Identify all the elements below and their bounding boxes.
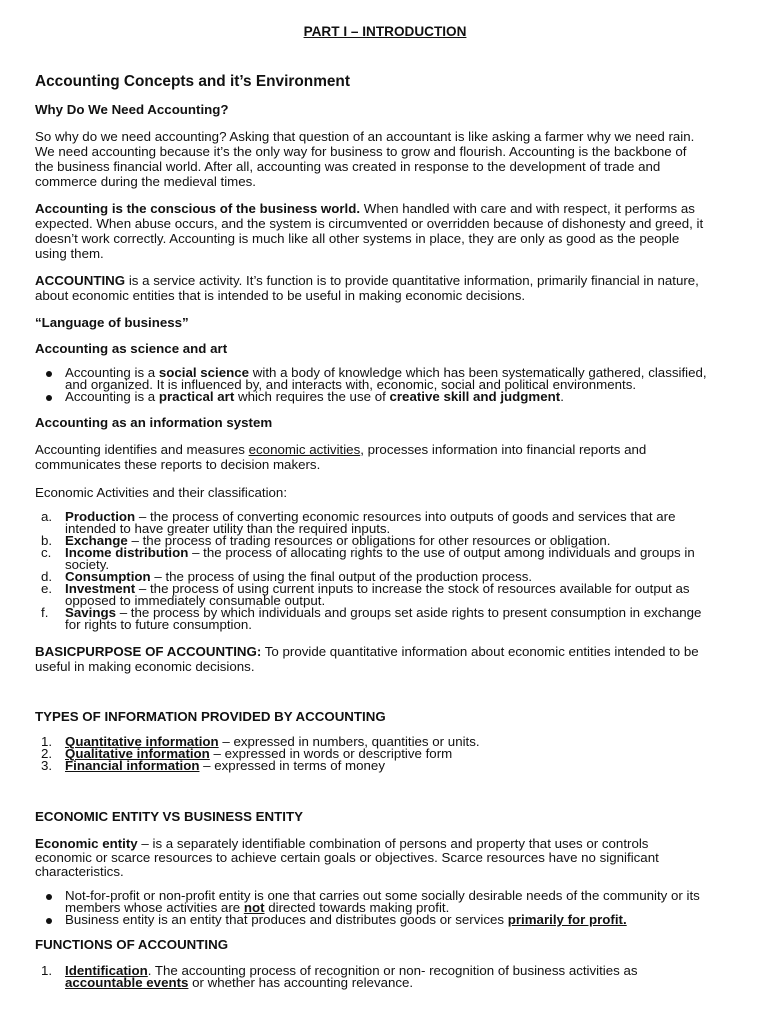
paragraph-line: characteristics.: [35, 864, 124, 879]
list-item-continuation: intended to have greater utility than the required inputs.: [65, 521, 391, 536]
bullet-icon: [46, 395, 52, 401]
paragraph-line: So why do we need accounting? Asking that question of an accountant is like asking a farmer why we need rain.: [35, 129, 695, 144]
list-item-continuation: for rights to future consumption.: [65, 617, 252, 632]
list-item-continuation: society.: [65, 557, 110, 572]
list-item-continuation: opposed to immediately consumable output.: [65, 593, 326, 608]
list-marker: 1.: [41, 963, 53, 978]
list-item: [65, 546, 695, 560]
bold-phrase: Exchange: [65, 533, 128, 548]
text-span: – expressed in words or descriptive form: [209, 746, 453, 761]
bold-phrase: social science: [158, 365, 250, 380]
list-item: Not-for-profit or non-profit entity is one that carries out some socially desirable needs of the community or its: [65, 888, 700, 903]
bold-underlined-phrase: Quantitative information: [65, 734, 219, 749]
text-span: .: [560, 389, 564, 404]
subheading-information-system: Accounting as an information system: [35, 415, 273, 430]
paragraph-line: [35, 837, 648, 851]
bold-phrase: practical art: [158, 389, 235, 404]
text-span: When handled with care and with respect, it performs as: [360, 201, 695, 216]
bold-phrase: Production: [65, 509, 136, 524]
list-marker: d.: [41, 569, 53, 584]
section-heading: Accounting Concepts and it’s Environment: [35, 73, 350, 90]
bold-underlined-phrase: accountable events: [65, 975, 189, 990]
list-marker: b.: [41, 533, 53, 548]
text-span: , processes information into financial reports and: [360, 442, 647, 457]
paragraph-line: Economic Activities and their classification:: [35, 485, 288, 500]
text-span: Accounting identifies and measures: [35, 442, 249, 457]
text-span: members whose activities are: [65, 900, 244, 915]
text-span: – the process of using current inputs to increase the stock of resources available for output as: [135, 581, 690, 596]
bold-underlined-phrase: primarily for profit.: [507, 912, 627, 927]
paragraph-line: [35, 202, 695, 216]
text-span: which requires the use of: [234, 389, 390, 404]
list-marker: e.: [41, 581, 53, 596]
text-span: with a body of knowledge which has been systematically gathered, classified,: [249, 365, 707, 380]
underlined-phrase: economic activities: [248, 442, 361, 457]
paragraph-line: [35, 443, 646, 457]
paragraph-line: We need accounting because it’s the only way for business to grow and flourish. Accounting is the backbone of: [35, 144, 687, 159]
bold-phrase: Investment: [65, 581, 136, 596]
list-marker: f.: [41, 605, 49, 620]
bold-underlined-phrase: not: [243, 900, 265, 915]
subheading-science-art: Accounting as science and art: [35, 341, 228, 356]
bullet-icon: [46, 371, 52, 377]
list-item: [65, 913, 627, 927]
text-span: To provide quantitative information about economic entities intended to be: [261, 644, 699, 659]
text-span: Accounting is a: [65, 365, 159, 380]
subheading-why: Why Do We Need Accounting?: [35, 102, 229, 117]
subheading-functions: FUNCTIONS OF ACCOUNTING: [35, 937, 229, 952]
text-span: is a service activity. It’s function is to provide quantitative information, primarily financial in nature,: [125, 273, 699, 288]
list-marker: c.: [41, 545, 52, 560]
list-marker: 2.: [41, 746, 53, 761]
text-span: – the process of using the final output of the production process.: [150, 569, 533, 584]
list-item-continuation: [65, 976, 413, 990]
paragraph-line: [35, 645, 699, 659]
paragraph-line: expected. When abuse occurs, and the system is circumvented or overridden because of dishonesty and greed, it: [35, 216, 704, 231]
bold-underlined-phrase: Identification: [65, 963, 148, 978]
bold-phrase: Accounting is the conscious of the business world.: [35, 201, 361, 216]
bold-phrase: Consumption: [65, 569, 151, 584]
text-span: – expressed in numbers, quantities or units.: [218, 734, 480, 749]
text-span: – the process of allocating rights to the use of output among individuals and groups in: [188, 545, 695, 560]
subheading-types: TYPES OF INFORMATION PROVIDED BY ACCOUNTING: [35, 709, 386, 724]
paragraph-line: commerce during the medieval times.: [35, 174, 256, 189]
bold-underlined-phrase: Qualitative information: [65, 746, 210, 761]
text-span: Accounting is a: [65, 389, 159, 404]
list-marker: 3.: [41, 758, 53, 773]
subheading-entity: ECONOMIC ENTITY VS BUSINESS ENTITY: [35, 809, 303, 824]
bold-phrase: Income distribution: [65, 545, 189, 560]
paragraph-line: doesn’t work correctly. Accounting is much like all other systems in place, they are only as good as the people: [35, 231, 680, 246]
paragraph-line: about economic entities that is intended to be useful in making economic decisions.: [35, 288, 526, 303]
text-span: . The accounting process of recognition or non- recognition of business activities as: [147, 963, 638, 978]
bold-phrase: Economic entity: [35, 836, 138, 851]
text-span: Business entity is an entity that produces and distributes goods or services: [65, 912, 508, 927]
subheading-language: “Language of business”: [35, 315, 189, 330]
text-span: – expressed in terms of money: [199, 758, 385, 773]
paragraph-line: useful in making economic decisions.: [35, 659, 255, 674]
text-span: directed towards making profit.: [264, 900, 450, 915]
text-span: – the process of trading resources or obligations for other resources or obligation.: [127, 533, 611, 548]
text-span: – is a separately identifiable combination of persons and property that uses or controls: [137, 836, 649, 851]
bullet-icon: [46, 918, 52, 924]
text-span: – the process by which individuals and groups set aside rights to present consumption in exchange: [116, 605, 702, 620]
paragraph-line: using them.: [35, 246, 104, 261]
paragraph-line: communicates these reports to decision makers.: [35, 457, 321, 472]
paragraph-line: [35, 274, 699, 288]
bold-phrase: creative skill and judgment: [389, 389, 561, 404]
bold-phrase: Savings: [65, 605, 116, 620]
list-item-continuation: and organized. It is influenced by, and interacts with, economic, social and political environments.: [65, 377, 637, 392]
paragraph-line: economic or scarce resources to achieve certain goals or objectives. Scarce resources have no significant: [35, 850, 659, 865]
list-item: [65, 390, 564, 404]
list-marker: a.: [41, 509, 53, 524]
list-marker: 1.: [41, 734, 53, 749]
bold-phrase: BASICPURPOSE OF ACCOUNTING:: [35, 644, 262, 659]
list-item: [65, 759, 385, 773]
bold-underlined-phrase: Financial information: [65, 758, 200, 773]
text-span: or whether has accounting relevance.: [188, 975, 414, 990]
paragraph-line: the business financial world. After all, accounting was created in response to the development of trade and: [35, 159, 661, 174]
text-span: – the process of converting economic resources into outputs of goods and services that are: [135, 509, 676, 524]
bullet-icon: [46, 894, 52, 900]
bold-phrase: ACCOUNTING: [35, 273, 126, 288]
page-title: PART I – INTRODUCTION: [303, 24, 467, 39]
